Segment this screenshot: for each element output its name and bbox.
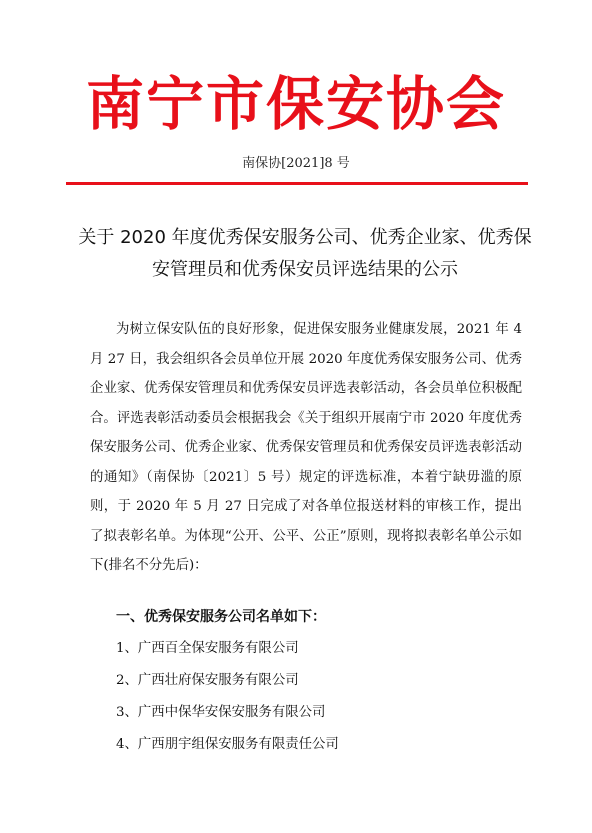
masthead-title: 南宁市保安协会	[85, 70, 506, 138]
notice-title	[70, 222, 540, 286]
list-item: 1、广西百全保安服务有限公司	[116, 641, 299, 656]
company-list	[116, 636, 339, 764]
body-paragraph: 为树立保安队伍的良好形象，促进保安服务业健康发展，2021 年 4 月 27 日，我会组织各会员单位开展 2020 年度优秀保安服务公司、优秀企业家、优秀保安管理员和优秀保安员评选表彰活动，各会员单位积极配合。评选表彰活动委员会根据我会《关于组织开展南宁市 2020 年度优秀保安服务公司、优秀企业家、优秀保安管理员和优秀保安员评选表彰活动的通知》（南保协〔2021〕5 号）规定的评选标准，本着宁缺毋滥的原则，于 2020 年 5 月 27 日完成了对各单位报送材料的审核工作，提出了拟表彰名单。为体现“公开、公平、公正”原则，现将拟表彰名单公示如下(排名不分先后)：	[90, 322, 522, 573]
section-heading: 一、优秀保安服务公司名单如下：	[116, 609, 326, 625]
list-item: 4、广西朋宇组保安服务有限责任公司	[116, 737, 339, 752]
document-number: 南保协[2021]8 号	[242, 156, 350, 171]
list-item: 3、广西中保华安保安服务有限公司	[116, 705, 326, 720]
notice-body	[90, 315, 522, 581]
red-divider-line	[66, 182, 528, 185]
notice-title-line-1: 关于 2020 年度优秀保安服务公司、优秀企业家、优秀保	[78, 227, 532, 248]
notice-title-line-2: 安管理员和优秀保安员评选结果的公示	[152, 259, 458, 280]
list-item: 2、广西壮府保安服务有限公司	[116, 673, 299, 688]
